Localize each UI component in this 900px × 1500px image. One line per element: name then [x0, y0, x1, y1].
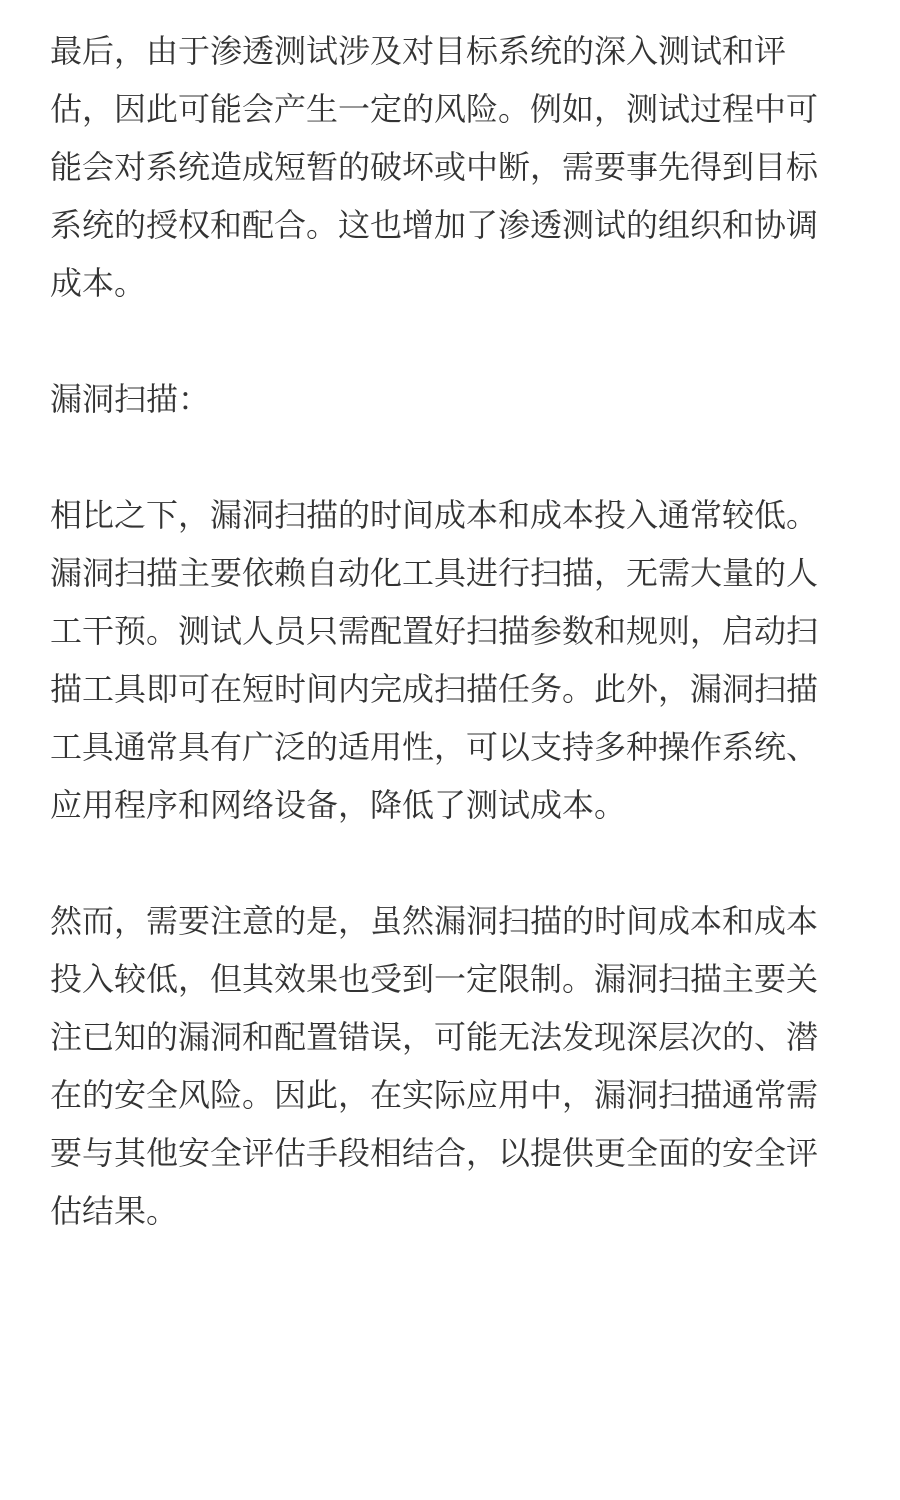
article-body: [50, 22, 840, 1240]
paragraph-scan-limitations: 然而，需要注意的是，虽然漏洞扫描的时间成本和成本投入较低，但其效果也受到一定限制。漏洞扫描主要关注已知的漏洞和配置错误，可能无法发现深层次的、潜在的安全风险。因此，在实际应用中，漏洞扫描通常需要与其他安全评估手段相结合，以提供更全面的安全评估结果。: [50, 902, 819, 1230]
paragraph-risk-cost: 最后，由于渗透测试涉及对目标系统的深入测试和评估，因此可能会产生一定的风险。例如，测试过程中可能会对系统造成短暂的破坏或中断，需要事先得到目标系统的授权和配合。这也增加了渗透测试的组织和协调成本。: [50, 32, 819, 302]
section-heading-vulnerability-scan: 漏洞扫描：: [50, 380, 211, 418]
paragraph-scan-low-cost: 相比之下，漏洞扫描的时间成本和成本投入通常较低。漏洞扫描主要依赖自动化工具进行扫描，无需大量的人工干预。测试人员只需配置好扫描参数和规则，启动扫描工具即可在短时间内完成扫描任务。此外，漏洞扫描工具通常具有广泛的适用性，可以支持多种操作系统、应用程序和网络设备，降低了测试成本。: [50, 496, 819, 824]
